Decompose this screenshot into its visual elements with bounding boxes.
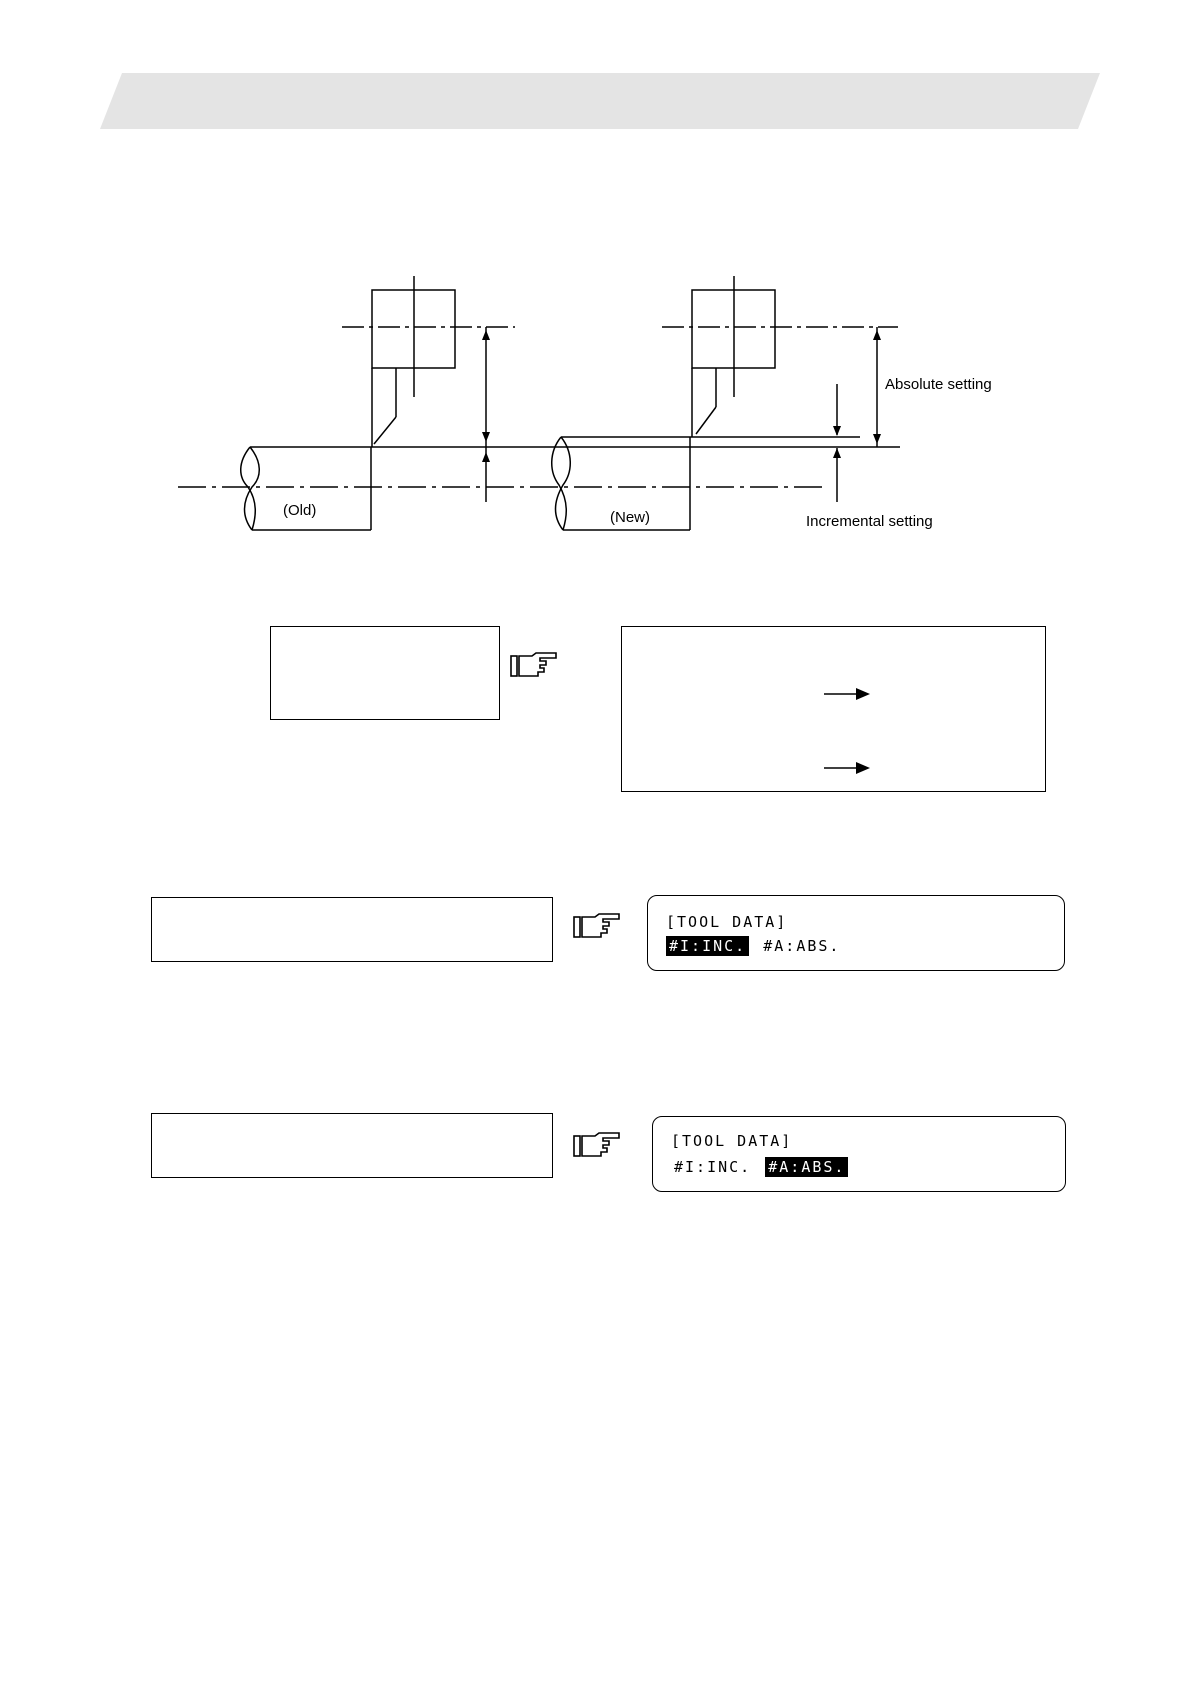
pointing-hand-icon bbox=[573, 1132, 621, 1158]
tool-offset-diagram bbox=[178, 272, 1022, 542]
label-old: (Old) bbox=[283, 502, 317, 519]
option-abs-selected: #A:ABS. bbox=[765, 1157, 848, 1177]
section-header-band bbox=[100, 73, 1100, 129]
screen-title: [TOOL DATA] bbox=[666, 913, 788, 931]
option-abs: #A:ABS. bbox=[763, 937, 841, 955]
right-arrow-icon bbox=[824, 687, 872, 701]
operation-box-3 bbox=[151, 897, 553, 962]
label-new: (New) bbox=[610, 509, 650, 526]
option-inc-selected: #I:INC. bbox=[666, 936, 749, 956]
screen-title: [TOOL DATA] bbox=[671, 1132, 793, 1150]
pointing-hand-icon bbox=[573, 913, 621, 939]
tool-data-screen-abs bbox=[652, 1116, 1066, 1192]
pointing-hand-icon bbox=[510, 652, 558, 678]
label-incremental-setting: Incremental setting bbox=[806, 513, 933, 530]
operation-box-2 bbox=[621, 626, 1046, 792]
operation-box-4 bbox=[151, 1113, 553, 1178]
right-arrow-icon bbox=[824, 761, 872, 775]
operation-box-1 bbox=[270, 626, 500, 720]
label-absolute-setting: Absolute setting bbox=[885, 376, 992, 393]
option-inc: #I:INC. bbox=[674, 1158, 752, 1176]
tool-data-screen-inc bbox=[647, 895, 1065, 971]
